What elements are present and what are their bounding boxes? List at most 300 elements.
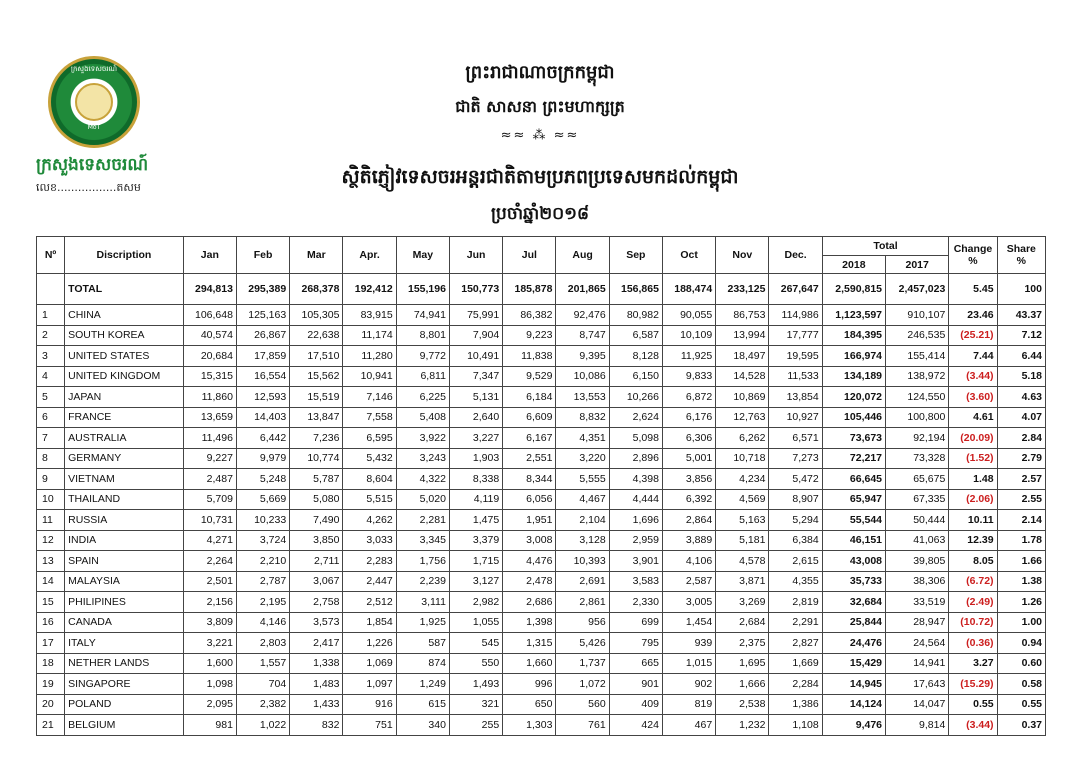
month-value-cell: 2,686 [503,592,556,613]
month-value-cell: 8,801 [396,325,449,346]
row-number-cell: 10 [37,489,65,510]
country-name-cell: MALAYSIA [65,571,184,592]
month-value-cell: 4,578 [716,551,769,572]
month-value-cell: 86,382 [503,305,556,326]
total-2017-cell: 138,972 [886,366,949,387]
total-2017-cell: 67,335 [886,489,949,510]
month-value-cell: 2,803 [236,633,289,654]
table-row [37,346,1046,367]
month-value-cell: 650 [503,694,556,715]
change-cell: (20.09) [949,428,997,449]
month-value-cell: 86,753 [716,305,769,326]
month-value-cell: 15,315 [183,366,236,387]
change-cell: (3.44) [949,715,997,736]
share-cell: 0.37 [997,715,1045,736]
month-value-cell: 74,941 [396,305,449,326]
month-value-cell: 5,181 [716,530,769,551]
month-value-cell: 5,426 [556,633,609,654]
month-value-cell: 2,896 [609,448,662,469]
country-name-cell: RUSSIA [65,510,184,531]
total-month-cell: 268,378 [290,274,343,305]
total-2017-cell: 65,675 [886,469,949,490]
share-cell: 4.07 [997,407,1045,428]
document-title: ស្ថិតិភ្ញៀវទេសចរអន្តរជាតិតាមប្រភពប្រទេសមកដល់កម្ពុជា [341,166,739,188]
share-cell: 0.60 [997,653,1045,674]
total-2018-cell: 166,974 [822,346,885,367]
total-2018-cell: 46,151 [822,530,885,551]
share-cell: 0.58 [997,674,1045,695]
total-2018-cell: 35,733 [822,571,885,592]
reference-number: លេខ.................តសម [36,181,141,194]
month-value-cell: 14,403 [236,407,289,428]
total-2017-cell: 24,564 [886,633,949,654]
share-cell: 1.78 [997,530,1045,551]
month-value-cell: 1,303 [503,715,556,736]
month-value-cell: 550 [449,653,502,674]
month-value-cell: 1,925 [396,612,449,633]
month-value-cell: 11,860 [183,387,236,408]
country-name-cell: ITALY [65,633,184,654]
month-value-cell: 587 [396,633,449,654]
table-row [37,592,1046,613]
month-value-cell: 8,907 [769,489,822,510]
month-value-cell: 17,777 [769,325,822,346]
month-value-cell: 5,001 [662,448,715,469]
month-value-cell: 795 [609,633,662,654]
month-value-cell: 4,476 [503,551,556,572]
country-name-cell: CANADA [65,612,184,633]
month-value-cell: 11,280 [343,346,396,367]
row-number-cell: 20 [37,694,65,715]
total-2018-cell: 15,429 [822,653,885,674]
month-value-cell: 5,294 [769,510,822,531]
total-2018-cell: 72,217 [822,448,885,469]
change-cell: 0.55 [949,694,997,715]
month-value-cell: 2,864 [662,510,715,531]
month-value-cell: 409 [609,694,662,715]
month-value-cell: 2,787 [236,571,289,592]
col-header-2018: 2018 [822,256,885,274]
share-cell: 1.00 [997,612,1045,633]
month-value-cell: 7,490 [290,510,343,531]
month-value-cell: 6,872 [662,387,715,408]
col-header-description: Discription [65,237,184,274]
total-month-cell: 267,647 [769,274,822,305]
col-header-month: Dec. [769,237,822,274]
table-row [37,633,1046,654]
total-2018-cell: 14,124 [822,694,885,715]
month-value-cell: 2,447 [343,571,396,592]
total-2017-cell: 9,814 [886,715,949,736]
country-name-cell: SOUTH KOREA [65,325,184,346]
month-value-cell: 2,538 [716,694,769,715]
total-2017-cell: 100,800 [886,407,949,428]
month-value-cell: 3,221 [183,633,236,654]
document-year: ប្រចាំឆ្នាំ២០១៨ [490,204,590,224]
country-name-cell: AUSTRALIA [65,428,184,449]
total-2017-cell: 28,947 [886,612,949,633]
col-header-no: Nº [37,237,65,274]
col-header-change [949,237,997,274]
month-value-cell: 3,889 [662,530,715,551]
month-value-cell: 1,398 [503,612,556,633]
total-month-cell: 233,125 [716,274,769,305]
month-value-cell: 2,417 [290,633,343,654]
month-value-cell: 3,724 [236,530,289,551]
change-label: Change [953,243,993,255]
month-value-cell: 7,558 [343,407,396,428]
seal-bottom-text: MoT [87,124,101,131]
total-month-cell: 201,865 [556,274,609,305]
table-row [37,469,1046,490]
month-value-cell: 15,519 [290,387,343,408]
total-2017-cell: 73,328 [886,448,949,469]
month-value-cell: 10,731 [183,510,236,531]
total-label: TOTAL [65,274,184,305]
month-value-cell: 18,497 [716,346,769,367]
month-value-cell: 5,408 [396,407,449,428]
total-row [37,274,1046,305]
month-value-cell: 125,163 [236,305,289,326]
total-2017-cell: 155,414 [886,346,949,367]
month-value-cell: 9,395 [556,346,609,367]
month-value-cell: 2,861 [556,592,609,613]
country-name-cell: POLAND [65,694,184,715]
country-name-cell: BELGIUM [65,715,184,736]
month-value-cell: 10,869 [716,387,769,408]
col-header-month: Sep [609,237,662,274]
month-value-cell: 12,593 [236,387,289,408]
col-header-month: Nov [716,237,769,274]
month-value-cell: 1,338 [290,653,343,674]
month-value-cell: 2,284 [769,674,822,695]
row-number-cell: 11 [37,510,65,531]
month-value-cell: 6,176 [662,407,715,428]
month-value-cell: 956 [556,612,609,633]
month-value-cell: 2,095 [183,694,236,715]
month-value-cell: 4,444 [609,489,662,510]
total-2018-cell: 66,645 [822,469,885,490]
month-value-cell: 14,528 [716,366,769,387]
month-value-cell: 10,491 [449,346,502,367]
kingdom-title: ព្រះរាជាណាចក្រកម្ពុជា [465,62,615,83]
month-value-cell: 4,569 [716,489,769,510]
row-number-cell: 5 [37,387,65,408]
month-value-cell: 3,583 [609,571,662,592]
month-value-cell: 902 [662,674,715,695]
month-value-cell: 11,496 [183,428,236,449]
month-value-cell: 3,128 [556,530,609,551]
month-value-cell: 4,234 [716,469,769,490]
month-value-cell: 4,467 [556,489,609,510]
country-name-cell: JAPAN [65,387,184,408]
month-value-cell: 2,210 [236,551,289,572]
month-value-cell: 11,533 [769,366,822,387]
month-value-cell: 5,515 [343,489,396,510]
month-value-cell: 1,226 [343,633,396,654]
table-row [37,612,1046,633]
month-value-cell: 75,991 [449,305,502,326]
month-value-cell: 2,330 [609,592,662,613]
total-month-cell: 155,196 [396,274,449,305]
row-number-cell: 8 [37,448,65,469]
month-value-cell: 4,271 [183,530,236,551]
month-value-cell: 6,571 [769,428,822,449]
month-value-cell: 17,859 [236,346,289,367]
month-value-cell: 1,666 [716,674,769,695]
month-value-cell: 6,609 [503,407,556,428]
month-value-cell: 90,055 [662,305,715,326]
share-cell: 1.26 [997,592,1045,613]
month-value-cell: 560 [556,694,609,715]
month-value-cell: 1,756 [396,551,449,572]
month-value-cell: 2,758 [290,592,343,613]
total-no-cell [37,274,65,305]
month-value-cell: 4,398 [609,469,662,490]
month-value-cell: 1,557 [236,653,289,674]
row-number-cell: 2 [37,325,65,346]
change-cell: (15.29) [949,674,997,695]
month-value-cell: 3,227 [449,428,502,449]
month-value-cell: 1,072 [556,674,609,695]
table-row [37,551,1046,572]
country-name-cell: INDIA [65,530,184,551]
table-row [37,653,1046,674]
total-2017-cell: 246,535 [886,325,949,346]
country-name-cell: VIETNAM [65,469,184,490]
month-value-cell: 1,903 [449,448,502,469]
month-value-cell: 255 [449,715,502,736]
seal-top-text: ក្រសួងទេសចរណ៍ [70,65,118,73]
month-value-cell: 4,119 [449,489,502,510]
month-value-cell: 2,375 [716,633,769,654]
month-value-cell: 3,033 [343,530,396,551]
month-value-cell: 1,386 [769,694,822,715]
col-header-2017: 2017 [886,256,949,274]
total-2018-cell: 25,844 [822,612,885,633]
month-value-cell: 2,487 [183,469,236,490]
month-value-cell: 4,351 [556,428,609,449]
row-number-cell: 3 [37,346,65,367]
month-value-cell: 1,951 [503,510,556,531]
total-2017-cell: 910,107 [886,305,949,326]
month-value-cell: 699 [609,612,662,633]
month-value-cell: 3,220 [556,448,609,469]
row-number-cell: 18 [37,653,65,674]
month-value-cell: 3,809 [183,612,236,633]
month-value-cell: 1,454 [662,612,715,633]
month-value-cell: 9,979 [236,448,289,469]
share-cell: 2.14 [997,510,1045,531]
month-value-cell: 5,098 [609,428,662,449]
change-cell: 4.61 [949,407,997,428]
month-value-cell: 5,163 [716,510,769,531]
total-month-cell: 188,474 [662,274,715,305]
total-change-cell: 5.45 [949,274,997,305]
month-value-cell: 751 [343,715,396,736]
month-value-cell: 2,281 [396,510,449,531]
month-value-cell: 1,015 [662,653,715,674]
month-value-cell: 16,554 [236,366,289,387]
month-value-cell: 8,128 [609,346,662,367]
row-number-cell: 6 [37,407,65,428]
month-value-cell: 4,146 [236,612,289,633]
row-number-cell: 16 [37,612,65,633]
month-value-cell: 8,747 [556,325,609,346]
month-value-cell: 6,167 [503,428,556,449]
share-cell: 6.44 [997,346,1045,367]
total-2017-cell: 50,444 [886,510,949,531]
row-number-cell: 13 [37,551,65,572]
change-cell: 10.11 [949,510,997,531]
month-value-cell: 6,442 [236,428,289,449]
table-row [37,674,1046,695]
month-value-cell: 10,086 [556,366,609,387]
month-value-cell: 5,080 [290,489,343,510]
month-value-cell: 1,069 [343,653,396,674]
total-month-cell: 192,412 [343,274,396,305]
month-value-cell: 13,847 [290,407,343,428]
country-name-cell: GERMANY [65,448,184,469]
month-value-cell: 7,273 [769,448,822,469]
month-value-cell: 3,269 [716,592,769,613]
change-cell: (10.72) [949,612,997,633]
table-header-row [37,237,1046,256]
month-value-cell: 13,553 [556,387,609,408]
country-name-cell: THAILAND [65,489,184,510]
country-name-cell: SPAIN [65,551,184,572]
country-name-cell: UNITED STATES [65,346,184,367]
month-value-cell: 3,067 [290,571,343,592]
month-value-cell: 4,262 [343,510,396,531]
month-value-cell: 1,475 [449,510,502,531]
month-value-cell: 7,236 [290,428,343,449]
total-2018-cell: 2,590,815 [822,274,885,305]
month-value-cell: 8,344 [503,469,556,490]
month-value-cell: 3,573 [290,612,343,633]
month-value-cell: 7,347 [449,366,502,387]
month-value-cell: 5,787 [290,469,343,490]
month-value-cell: 10,774 [290,448,343,469]
total-2018-cell: 43,008 [822,551,885,572]
month-value-cell: 2,691 [556,571,609,592]
month-value-cell: 1,108 [769,715,822,736]
change-cell: (3.60) [949,387,997,408]
month-value-cell: 1,715 [449,551,502,572]
month-value-cell: 6,384 [769,530,822,551]
month-value-cell: 2,959 [609,530,662,551]
month-value-cell: 11,174 [343,325,396,346]
month-value-cell: 2,624 [609,407,662,428]
month-value-cell: 7,904 [449,325,502,346]
month-value-cell: 2,587 [662,571,715,592]
total-2018-cell: 1,123,597 [822,305,885,326]
month-value-cell: 9,227 [183,448,236,469]
month-value-cell: 615 [396,694,449,715]
table-row [37,366,1046,387]
month-value-cell: 2,291 [769,612,822,633]
change-unit: % [968,255,978,267]
month-value-cell: 3,901 [609,551,662,572]
month-value-cell: 6,184 [503,387,556,408]
col-header-month: Apr. [343,237,396,274]
total-2017-cell: 2,457,023 [886,274,949,305]
month-value-cell: 10,941 [343,366,396,387]
month-value-cell: 92,476 [556,305,609,326]
month-value-cell: 13,659 [183,407,236,428]
month-value-cell: 2,382 [236,694,289,715]
table-row [37,489,1046,510]
month-value-cell: 5,555 [556,469,609,490]
change-cell: 3.27 [949,653,997,674]
month-value-cell: 3,111 [396,592,449,613]
month-value-cell: 11,838 [503,346,556,367]
month-value-cell: 2,827 [769,633,822,654]
arrivals-table [36,236,1046,736]
total-2017-cell: 92,194 [886,428,949,449]
share-cell: 2.55 [997,489,1045,510]
month-value-cell: 22,638 [290,325,343,346]
total-2018-cell: 55,544 [822,510,885,531]
month-value-cell: 9,833 [662,366,715,387]
month-value-cell: 4,106 [662,551,715,572]
month-value-cell: 1,249 [396,674,449,695]
month-value-cell: 5,669 [236,489,289,510]
month-value-cell: 1,493 [449,674,502,695]
month-value-cell: 26,867 [236,325,289,346]
country-name-cell: CHINA [65,305,184,326]
change-cell: (25.21) [949,325,997,346]
month-value-cell: 10,233 [236,510,289,531]
total-month-cell: 294,813 [183,274,236,305]
table-row [37,387,1046,408]
month-value-cell: 40,574 [183,325,236,346]
month-value-cell: 2,283 [343,551,396,572]
month-value-cell: 832 [290,715,343,736]
month-value-cell: 1,737 [556,653,609,674]
month-value-cell: 3,005 [662,592,715,613]
share-cell: 2.84 [997,428,1045,449]
table-row [37,530,1046,551]
month-value-cell: 2,711 [290,551,343,572]
month-value-cell: 17,510 [290,346,343,367]
month-value-cell: 1,854 [343,612,396,633]
month-value-cell: 19,595 [769,346,822,367]
share-cell: 1.38 [997,571,1045,592]
month-value-cell: 2,501 [183,571,236,592]
month-value-cell: 1,022 [236,715,289,736]
country-name-cell: NETHER LANDS [65,653,184,674]
month-value-cell: 6,595 [343,428,396,449]
month-value-cell: 2,264 [183,551,236,572]
row-number-cell: 4 [37,366,65,387]
total-2018-cell: 65,947 [822,489,885,510]
month-value-cell: 13,994 [716,325,769,346]
month-value-cell: 6,056 [503,489,556,510]
month-value-cell: 467 [662,715,715,736]
total-2017-cell: 38,306 [886,571,949,592]
col-header-month: Oct [662,237,715,274]
month-value-cell: 10,393 [556,551,609,572]
national-motto: ជាតិ សាសនា ព្រះមហាក្សត្រ [455,97,625,116]
col-header-share [997,237,1045,274]
month-value-cell: 3,243 [396,448,449,469]
col-header-month: Jun [449,237,502,274]
month-value-cell: 4,355 [769,571,822,592]
total-2018-cell: 184,395 [822,325,885,346]
month-value-cell: 704 [236,674,289,695]
ornament-divider: ≈≈ ⁂ ≈≈ [500,128,580,143]
